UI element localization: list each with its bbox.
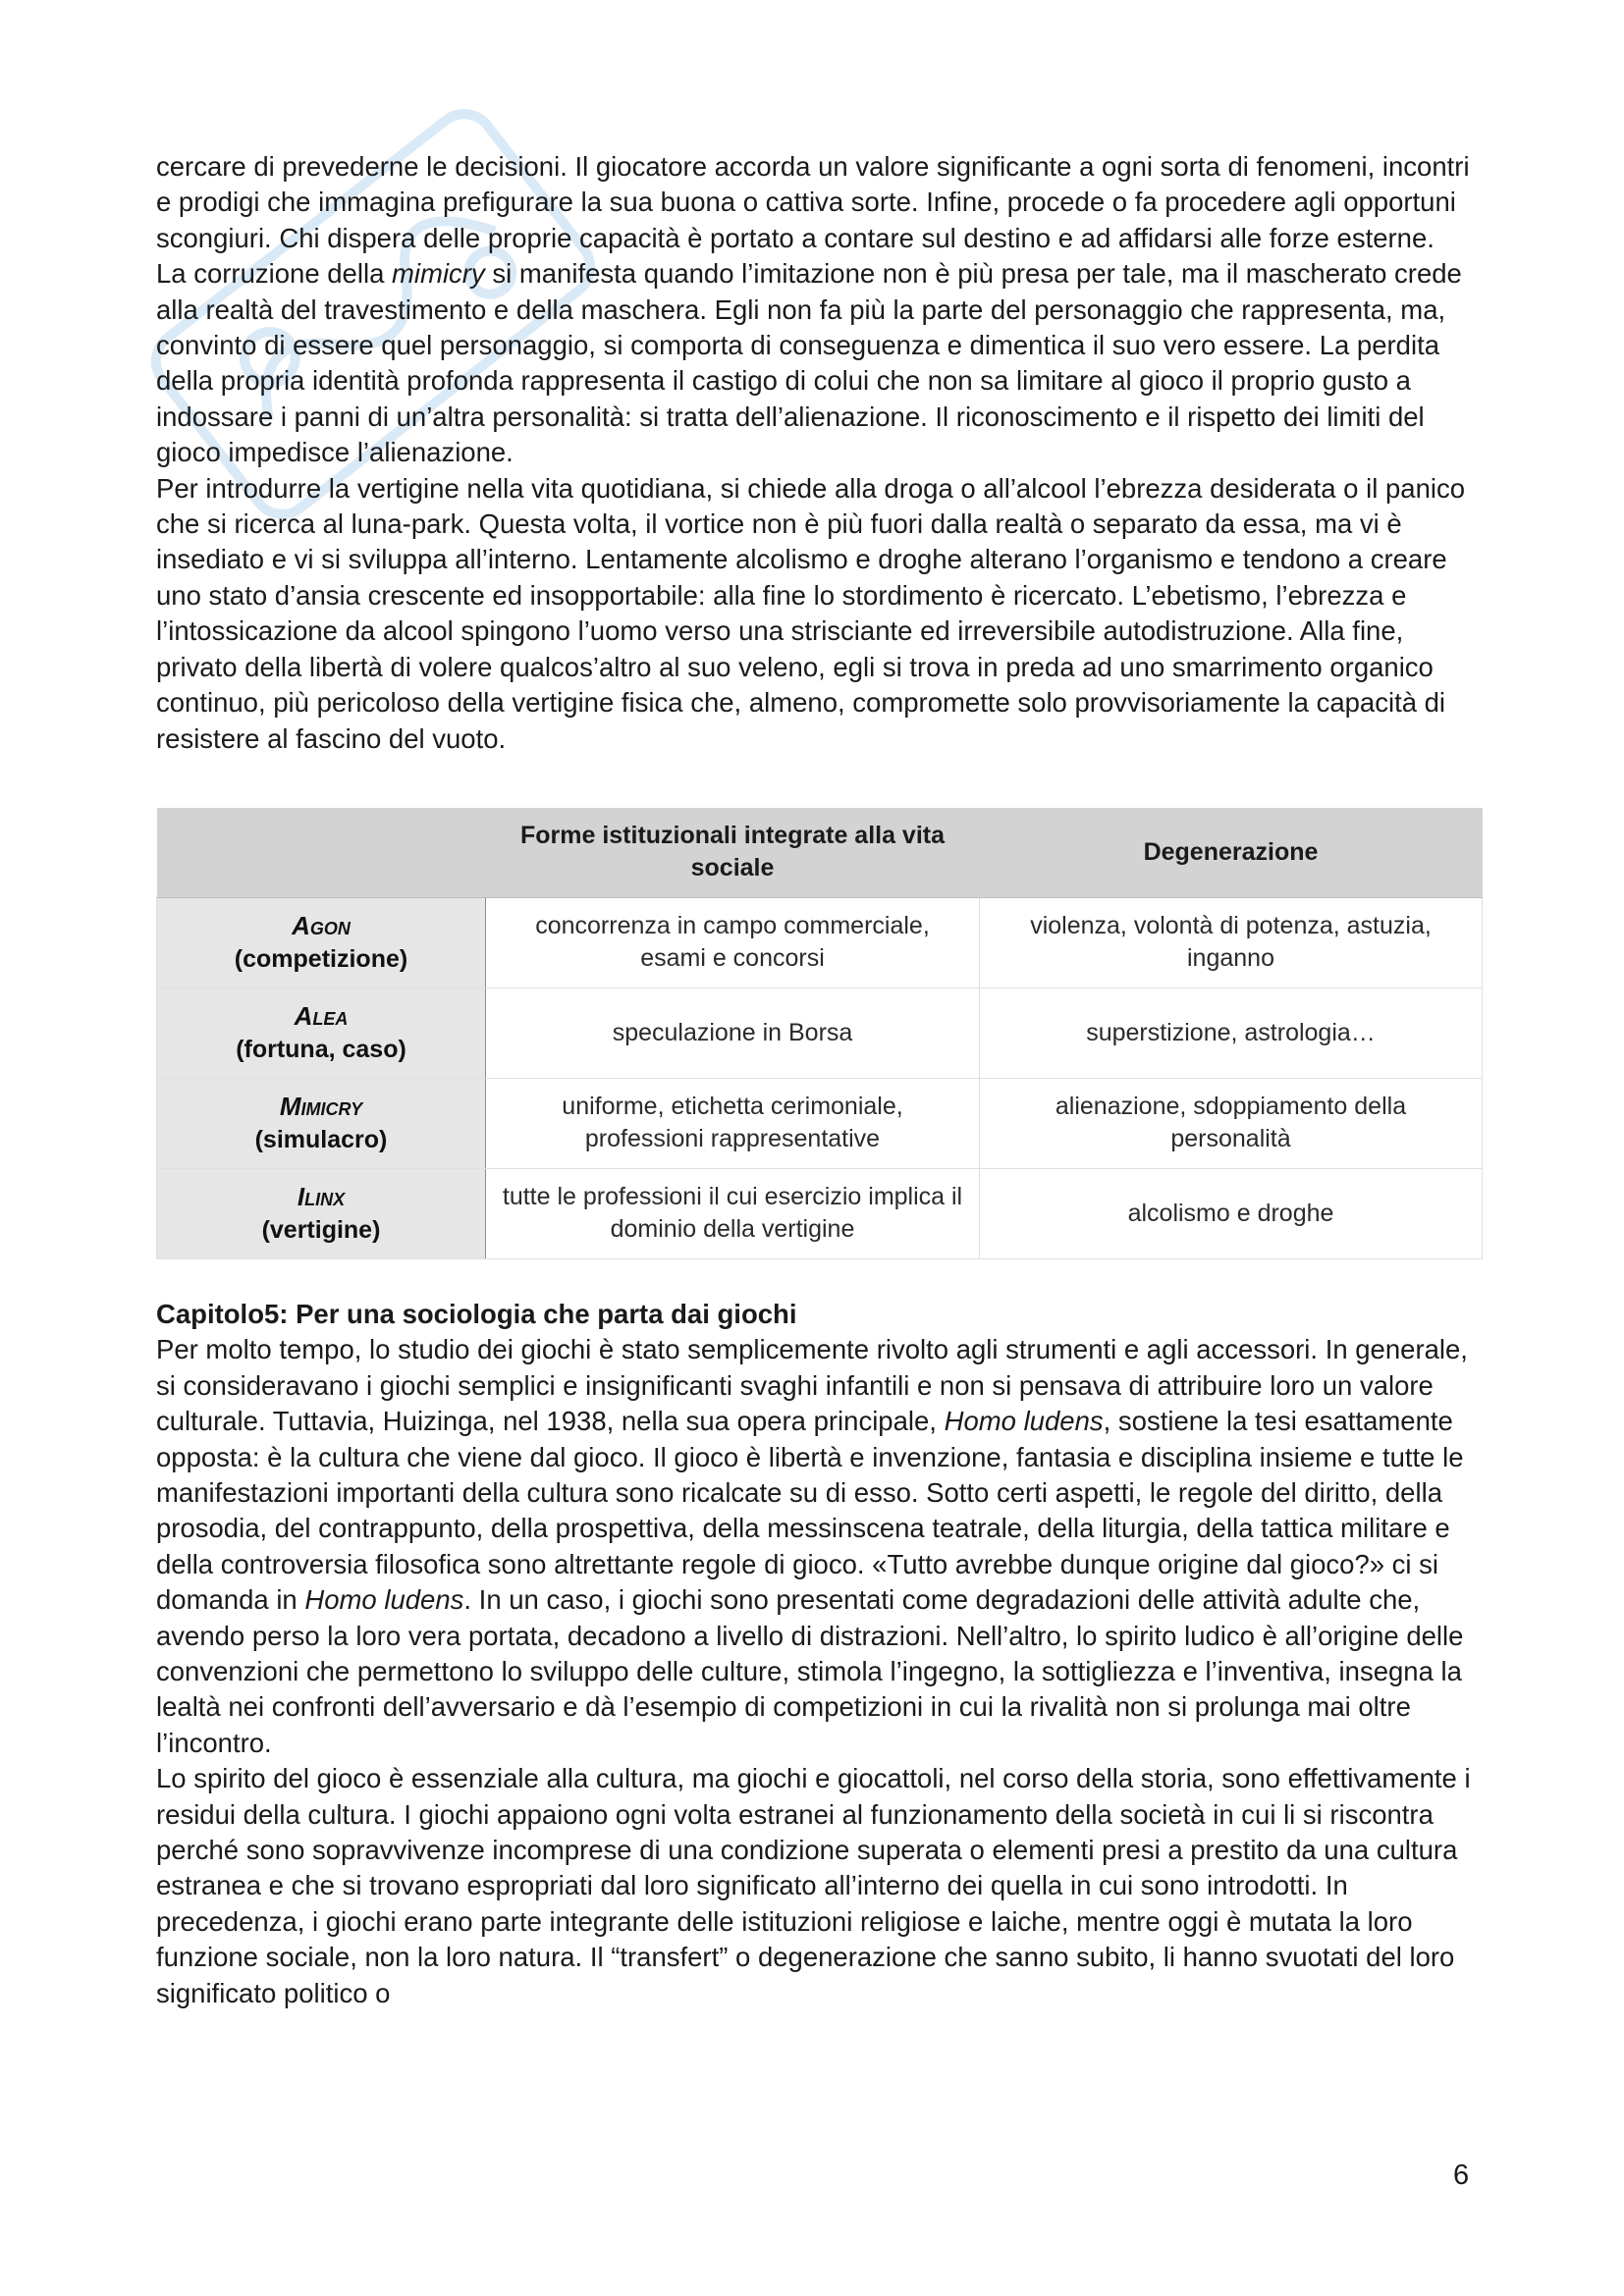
table-row bbox=[157, 1078, 1483, 1168]
italic-text: mimicry bbox=[392, 258, 485, 290]
paragraph-text: La corruzione della bbox=[156, 258, 393, 290]
table-header-empty bbox=[157, 808, 486, 898]
table-cell: uniforme, etichetta cerimoniale, professioni rappresentative bbox=[486, 1078, 980, 1168]
paragraph-text: . In un caso, i giochi sono presentati come degradazioni delle attività adulte che, avendo perso la loro vera portata, decadono a livello di distrazioni. Nell’altro, lo spirito ludico è all’origine delle convenzioni che permettono lo sviluppo delle culture, stimola l’ingegno, la sottigliezza e l’inventiva, insegna la lealtà nei confronti dell’avversario e dà l’esempio di competizioni in cui la rivalità non si prolunga mai oltre l’incontro. bbox=[156, 1584, 1464, 1758]
table-cell: speculazione in Borsa bbox=[486, 988, 980, 1078]
table-cell: alcolismo e droghe bbox=[980, 1168, 1483, 1258]
paragraph bbox=[156, 149, 1482, 256]
table-cell: violenza, volontà di potenza, astuzia, inganno bbox=[980, 897, 1483, 988]
paragraph-text: cercare di prevederne le decisioni. Il giocatore accorda un valore significante a ogni sorta di fenomeni, incontri e prodigi che immagina prefigurare la sua buona o cattiva sorte. Infine, procede o fa procedere agli opportuni scongiuri. Chi dispera delle proprie capacità è portato a contare sul destino e ad affidarsi alle forze esterne. bbox=[156, 151, 1470, 253]
chapter-heading: Capitolo5: Per una sociologia che parta dai giochi bbox=[156, 1298, 797, 1329]
top-paragraphs bbox=[156, 149, 1482, 757]
row-header-alea: Alea (fortuna, caso) bbox=[157, 988, 486, 1078]
table-cell: superstizione, astrologia… bbox=[980, 988, 1483, 1078]
paragraph bbox=[156, 1761, 1482, 2011]
table-header-row bbox=[157, 808, 1483, 898]
row-header-ilinx: Ilinx (vertigine) bbox=[157, 1168, 486, 1258]
paragraph-text: , sostiene la tesi esattamente opposta: è la cultura che viene dal gioco. Il gioco è libertà e invenzione, fantasia e disciplina insieme e tutte le manifestazioni importanti della cultura sono ricalcate su di esso. Sotto certi aspetti, le regole del diritto, della prosodia, del contrappunto, della prospettiva, della messinscena teatrale, della liturgia, della tattica militare e della controversia filosofica sono altrettante regole di gioco. «Tutto avrebbe dunque origine dal gioco?» ci si domanda in bbox=[156, 1406, 1464, 1616]
table-header-degenerazione: Degenerazione bbox=[980, 808, 1483, 898]
italic-text: Homo ludens bbox=[304, 1584, 464, 1616]
paragraph bbox=[156, 1332, 1482, 1761]
table-row bbox=[157, 988, 1483, 1078]
paragraph bbox=[156, 471, 1482, 757]
paragraph-text: Lo spirito del gioco è essenziale alla cultura, ma giochi e giocattoli, nel corso della storia, sono effettivamente i residui della cultura. I giochi appaiono ogni volta estranei al funzionamento della società in cui li si riscontra perché sono sopravvivenze incomprese di una condizione superata o elementi presi a prestito da una cultura estranea e che si trovano espropriati dal loro significato all’interno dei quella in cui sono introdotti. In precedenza, i giochi erano parte integrante delle istituzioni religiose e laiche, mentre oggi è mutata la loro funzione sociale, non la loro natura. Il “transfert” o degenerazione che sanno subito, li hanno svuotati del loro significato politico o bbox=[156, 1763, 1471, 2008]
paragraph-text: Per introdurre la vertigine nella vita quotidiana, si chiede alla droga o all’alcool l’ebrezza desiderata o il panico che si ricerca al luna-park. Questa volta, il vortice non è più fuori dalla realtà o separato da essa, ma vi è insediato e vi si sviluppa all’interno. Lentamente alcolismo e droghe alterano l’organismo e tendono a creare uno stato d’ansia crescente ed insopportabile: alla fine lo stordimento è ricercato. L’ebetismo, l’ebrezza e l’intossicazione da alcool spingono l’uomo verso una strisciante ed irreversibile autodistruzione. Alla fine, privato della libertà di volere qualcos’altro al suo veleno, egli si trova in preda ad uno smarrimento organico continuo, più pericoloso della vertigine fisica che, almeno, compromette solo provvisoriamente la capacità di resistere al fascino del vuoto. bbox=[156, 472, 1466, 754]
paragraph-text: si manifesta quando l’imitazione non è più presa per tale, ma il mascherato crede alla realtà del travestimento e della maschera. Egli non fa più la parte del personaggio che rappresenta, ma, convinto di essere quel personaggio, si comporta di conseguenza e dimentica il suo vero essere. La perdita della propria identità profonda rappresenta il castigo di colui che non sa limitare al gioco il proprio gusto a indossare i panni di un’altra personalità: si tratta dell’alienazione. Il riconoscimento e il rispetto dei limiti del gioco impedisce l’alienazione. bbox=[156, 258, 1462, 468]
table-header-forme: Forme istituzionali integrate alla vita sociale bbox=[486, 808, 980, 898]
page-number: 6 bbox=[1453, 2160, 1470, 2191]
paragraph-text: Per molto tempo, lo studio dei giochi è stato semplicemente rivolto agli strumenti e agli accessori. In generale, si consideravano i giochi semplici e insignificanti svaghi infantili e non si pensava di attribuire loro un valore culturale. Tuttavia, Huizinga, nel 1938, nella sua opera principale, bbox=[156, 1334, 1468, 1437]
italic-text: Homo ludens bbox=[944, 1406, 1104, 1437]
bottom-paragraphs bbox=[156, 1332, 1482, 2011]
row-header-agon: Agon (competizione) bbox=[157, 897, 486, 988]
document-body bbox=[156, 149, 1482, 2011]
table-row bbox=[157, 1168, 1483, 1258]
paragraph bbox=[156, 256, 1482, 470]
table-cell: tutte le professioni il cui esercizio implica il dominio della vertigine bbox=[486, 1168, 980, 1258]
table-row bbox=[157, 897, 1483, 988]
games-table bbox=[156, 808, 1483, 1259]
table-cell: concorrenza in campo commerciale, esami e concorsi bbox=[486, 897, 980, 988]
row-header-mimicry: Mimicry (simulacro) bbox=[157, 1078, 486, 1168]
table-cell: alienazione, sdoppiamento della personalità bbox=[980, 1078, 1483, 1168]
